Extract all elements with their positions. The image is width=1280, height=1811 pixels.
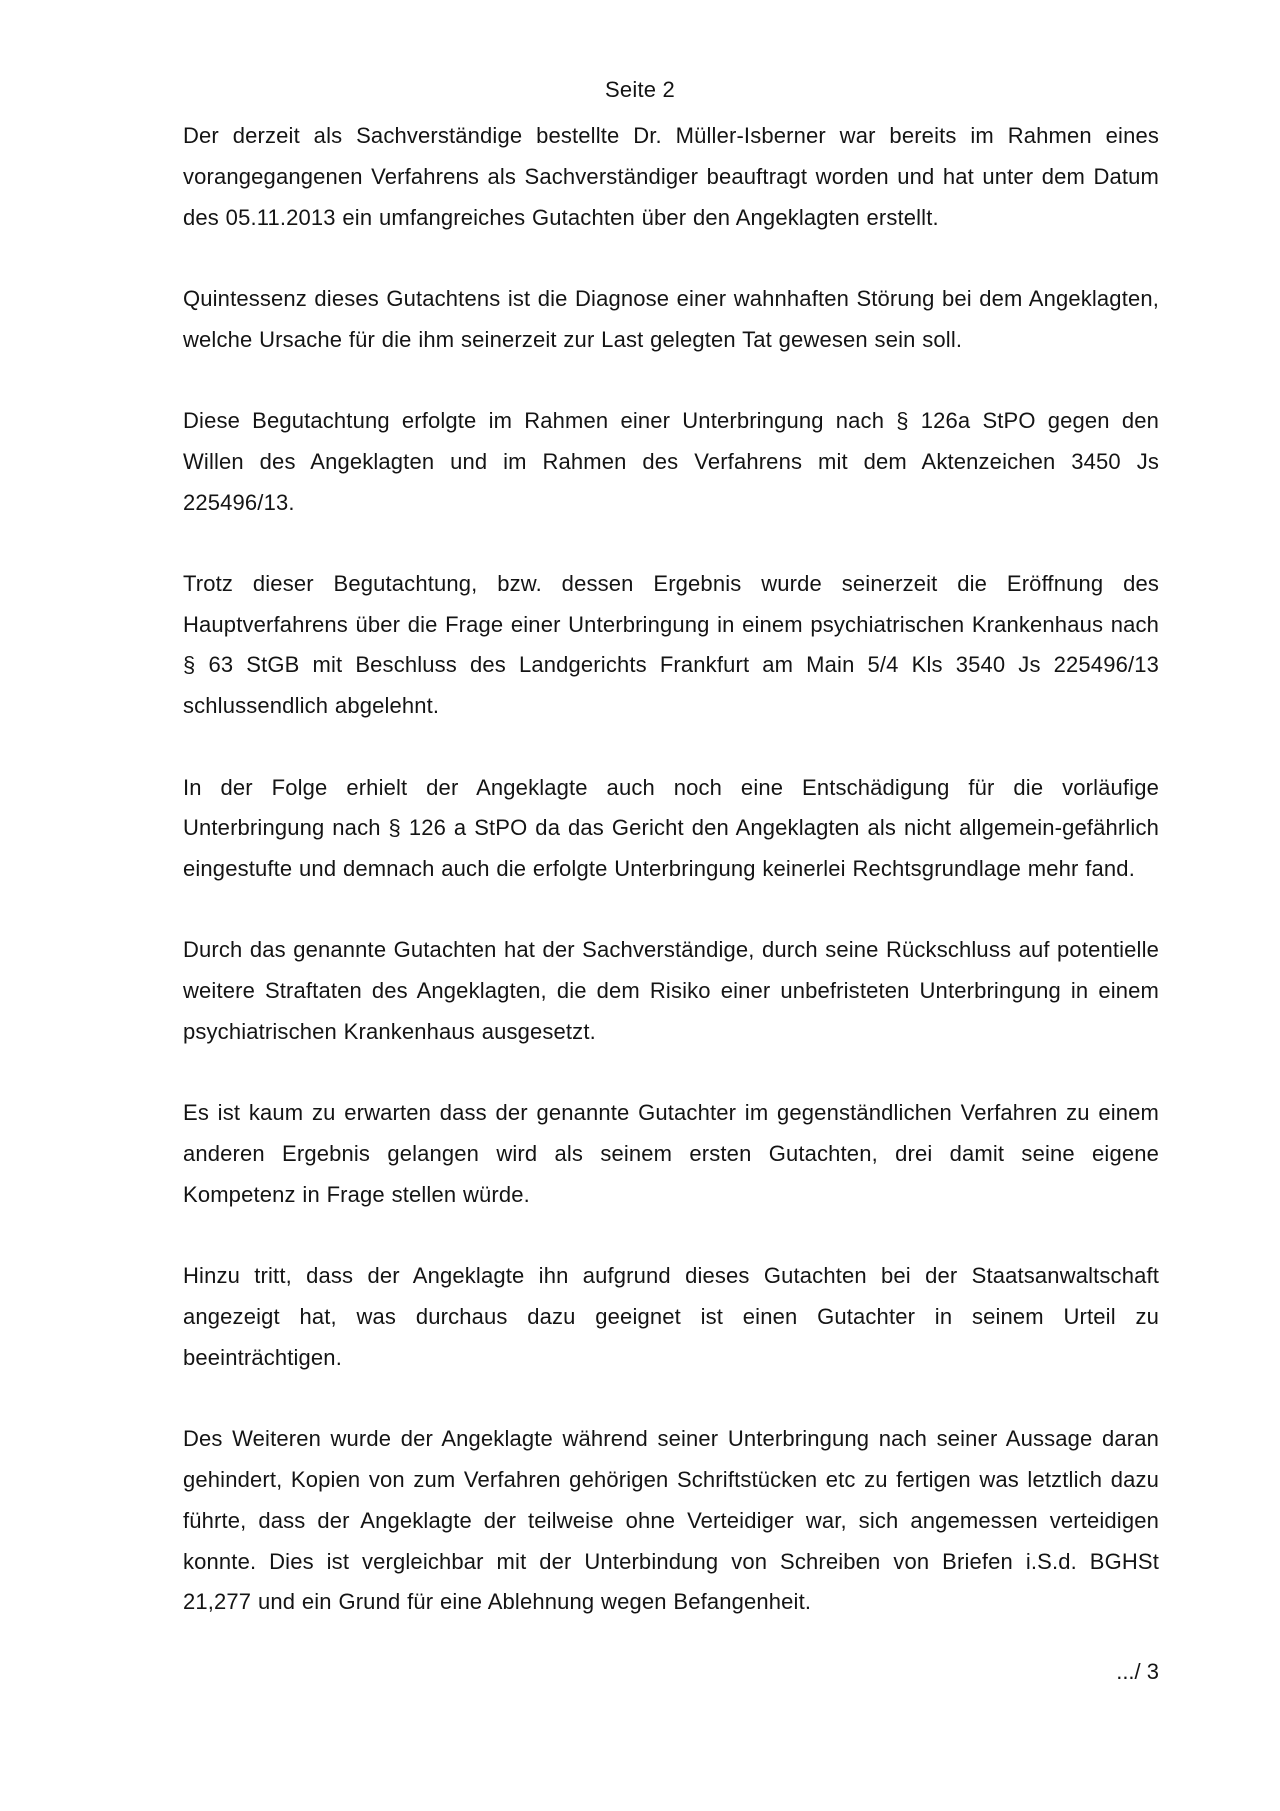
page-continuation-marker: .../ 3 bbox=[1116, 1659, 1159, 1684]
paragraph-3: Diese Begutachtung erfolgte im Rahmen einer Unterbringung nach § 126a StPO gegen den Willen des Angeklagten und im Rahmen des Verfahrens mit dem Aktenzeichen 3450 Js 225496/13. bbox=[183, 407, 1159, 515]
paragraph-7: Es ist kaum zu erwarten dass der genannte Gutachter im gegenständlichen Verfahren zu einem anderen Ergebnis gelangen wird als seinem ersten Gutachten, drei damit seine eigene Kompetenz in Frage stellen würde. bbox=[183, 1100, 1159, 1207]
document-body bbox=[183, 116, 1159, 1623]
paragraph-6: Durch das genannte Gutachten hat der Sachverständige, durch seine Rückschluss auf potentielle weitere Straftaten des Angeklagten, die dem Risiko einer unbefristeten Unterbringung in einem psychiatrischen Krankenhaus ausgesetzt. bbox=[183, 937, 1159, 1045]
paragraph-4: Trotz dieser Begutachtung, bzw. dessen Ergebnis wurde seinerzeit die Eröffnung des Hauptverfahrens über die Frage einer Unterbringung in einem psychiatrischen Krankenhaus nach § 63 StGB mit Beschluss des Landgerichts Frankfurt am Main 5/4 Kls 3540 Js 225496/13 schlussendlich abgelehnt. bbox=[183, 570, 1159, 719]
paragraph-1: Der derzeit als Sachverständige bestellte Dr. Müller-Isberner war bereits im Rahmen eines vorangegangenen Verfahrens als Sachverständiger beauftragt worden und hat unter dem Datum des 05.11.2013 ein umfangreiches Gutachten über den Angeklagten erstellt. bbox=[183, 123, 1159, 230]
paragraph-2: Quintessenz dieses Gutachtens ist die Diagnose einer wahnhaften Störung bei dem Angeklagten, welche Ursache für die ihm seinerzeit zur Last gelegten Tat gewesen sein soll. bbox=[183, 285, 1159, 352]
paragraph-8: Hinzu tritt, dass der Angeklagte ihn aufgrund dieses Gutachten bei der Staatsanwaltschaft angezeigt hat, was durchaus dazu geeignet ist einen Gutachter in seinem Urteil zu beeinträchtigen. bbox=[183, 1263, 1159, 1370]
paragraph-9: Des Weiteren wurde der Angeklagte während seiner Unterbringung nach seiner Aussage daran gehindert, Kopien von zum Verfahren gehörigen Schriftstücken etc zu fertigen was letztlich dazu führte, dass der Angeklagte der teilweise ohne Verteidiger war, sich angemessen verteidigen konnte. Dies ist vergleichbar mit der Unterbindung von Schreiben von Briefen i.S.d. BGHSt 21,277 und ein Grund für eine Ablehnung wegen Befangenheit. bbox=[183, 1426, 1159, 1615]
page-header: Seite 2 bbox=[605, 77, 675, 102]
paragraph-5: In der Folge erhielt der Angeklagte auch noch eine Entschädigung für die vorläufige Unterbringung nach § 126 a StPO da das Gericht den Angeklagten als nicht allgemein-gefährlich eingestufte und demnach auch die erfolgte Unterbringung keinerlei Rechtsgrundlage mehr fand. bbox=[183, 774, 1159, 882]
